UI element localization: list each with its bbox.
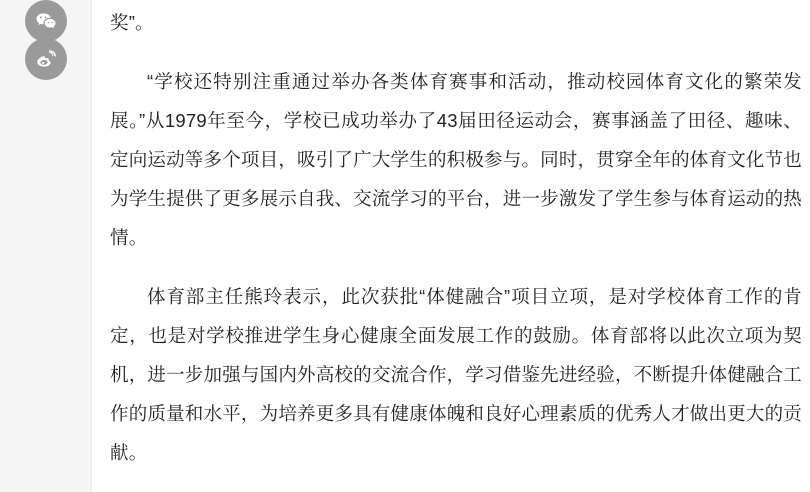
- article-paragraph-0: 奖”。: [110, 12, 154, 33]
- wechat-share-button[interactable]: [25, 0, 67, 42]
- weibo-icon: [34, 47, 58, 71]
- article-paragraph-1: “学校还特别注重通过举办各类体育赛事和活动，推动校园体育文化的繁荣发展。”从1979年至今，学校已成功举办了43届田径运动会，赛事涵盖了田径、趣味、定向运动等多个项目，吸引了广大学生的积极参与。同时，贯穿全年的体育文化节也为学生提供了更多展示自我、交流学习的平台，进一步激发了学生参与体育运动的热情。: [110, 71, 802, 248]
- weibo-share-button[interactable]: [25, 38, 67, 80]
- wechat-icon: [34, 9, 58, 33]
- article-paragraph-2: 体育部主任熊玲表示，此次获批“体健融合”项目立项，是对学校体育工作的肯定，也是对学校推进学生身心健康全面发展工作的鼓励。体育部将以此次立项为契机，进一步加强与国内外高校的交流合作，学习借鉴先进经验，不断提升体健融合工作的质量和水平，为培养更多具有健康体魄和良好心理素质的优秀人才做出更大的贡献。: [110, 286, 802, 463]
- article-body: [92, 0, 810, 492]
- social-share-rail: [0, 0, 92, 492]
